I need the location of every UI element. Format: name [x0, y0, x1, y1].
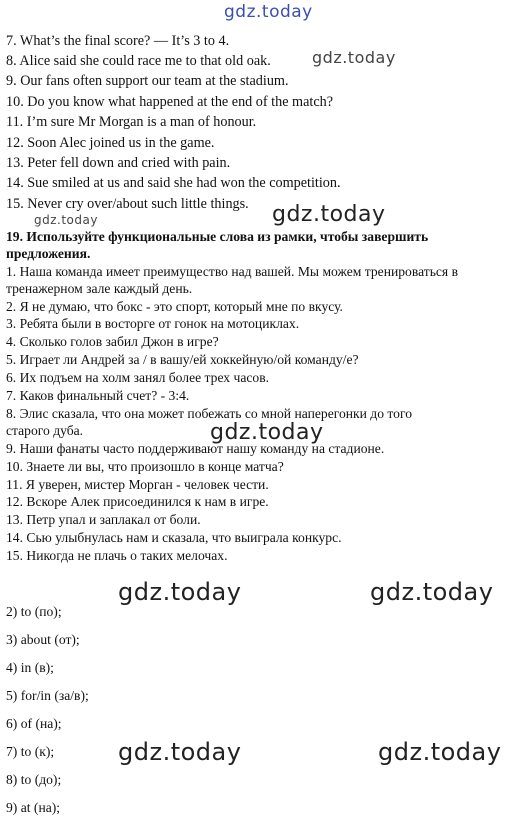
english-line-11: 11. I’m sure Mr Morgan is a man of honour.: [6, 114, 257, 130]
exercise-heading: 19. Используйте функциональные слова из рамки, чтобы завершить: [6, 229, 429, 244]
watermark-answers-right-1: gdz.today: [370, 578, 494, 606]
answer-6: 6) of (на);: [6, 716, 62, 731]
russian-line-12: 12. Вскоре Алек присоединился к нам в игре.: [6, 494, 269, 509]
answer-4: 4) in (в);: [6, 660, 54, 675]
russian-line-6: 6. Их подъем на холм занял более трех часов.: [6, 370, 270, 385]
russian-line-4: 4. Сколько голов забил Джон в игре?: [6, 334, 219, 349]
english-line-15: 15. Never cry over/about such little things.: [6, 196, 249, 212]
russian-line-7: 7. Каков финальный счет? - 3:4.: [6, 388, 190, 403]
english-line-8: 8. Alice said she could race me to that old oak.: [6, 53, 271, 69]
english-line-10: 10. Do you know what happened at the end of the match?: [6, 94, 334, 110]
watermark-small-left: gdz.today: [34, 213, 98, 227]
english-line-14: 14. Sue smiled at us and said she had won the competition.: [6, 175, 341, 191]
russian-line-2: 2. Я не думаю, что бокс - это спорт, который мне по вкусу.: [6, 299, 343, 314]
watermark-answers-left-1: gdz.today: [118, 578, 242, 606]
russian-line-10: 10. Знаете ли вы, что произошло в конце матча?: [6, 459, 284, 474]
russian-line-1-cont: тренажерном зале каждый день.: [6, 281, 193, 296]
russian-line-1: 1. Наша команда имеет преимущество над вашей. Мы можем тренироваться в: [6, 264, 458, 279]
russian-line-14: 14. Сью улыбнулась нам и сказала, что выиграла конкурс.: [6, 530, 342, 545]
exercise-heading-cont: предложения.: [6, 246, 91, 261]
answer-7: 7) to (к);: [6, 744, 55, 759]
watermark-top: gdz.today: [224, 2, 313, 22]
watermark-line8: gdz.today: [312, 48, 396, 67]
answer-2: 2) to (по);: [6, 604, 62, 619]
english-line-9: 9. Our fans often support our team at the stadium.: [6, 73, 289, 89]
watermark-answers-left-2: gdz.today: [118, 738, 242, 766]
answer-8: 8) to (до);: [6, 772, 62, 787]
russian-line-13: 13. Петр упал и заплакал от боли.: [6, 512, 201, 527]
russian-line-3: 3. Ребята были в восторге от гонок на мотоциклах.: [6, 316, 300, 331]
russian-line-11: 11. Я уверен, мистер Морган - человек чести.: [6, 477, 269, 492]
russian-line-15: 15. Никогда не плачь о таких мелочах.: [6, 548, 228, 563]
russian-line-8: 8. Элис сказала, что она может побежать со мной наперегонки до того: [6, 406, 413, 421]
answer-9: 9) at (на);: [6, 800, 61, 815]
answer-3: 3) about (от);: [6, 632, 80, 647]
watermark-answers-right-2: gdz.today: [378, 738, 502, 766]
watermark-mid: gdz.today: [210, 420, 324, 445]
russian-line-8-cont: старого дуба.: [6, 423, 84, 438]
english-line-13: 13. Peter fell down and cried with pain.: [6, 155, 231, 171]
english-line-12: 12. Soon Alec joined us in the game.: [6, 135, 215, 151]
russian-line-5: 5. Играет ли Андрей за / в вашу/ей хоккейную/ой команду/е?: [6, 352, 359, 367]
english-line-7: 7. What’s the final score? — It’s 3 to 4.: [6, 33, 230, 49]
watermark-mid-right: gdz.today: [272, 202, 386, 227]
answer-5: 5) for/in (за/в);: [6, 688, 89, 703]
russian-line-9: 9. Наши фанаты часто поддерживают нашу команду на стадионе.: [6, 441, 385, 456]
